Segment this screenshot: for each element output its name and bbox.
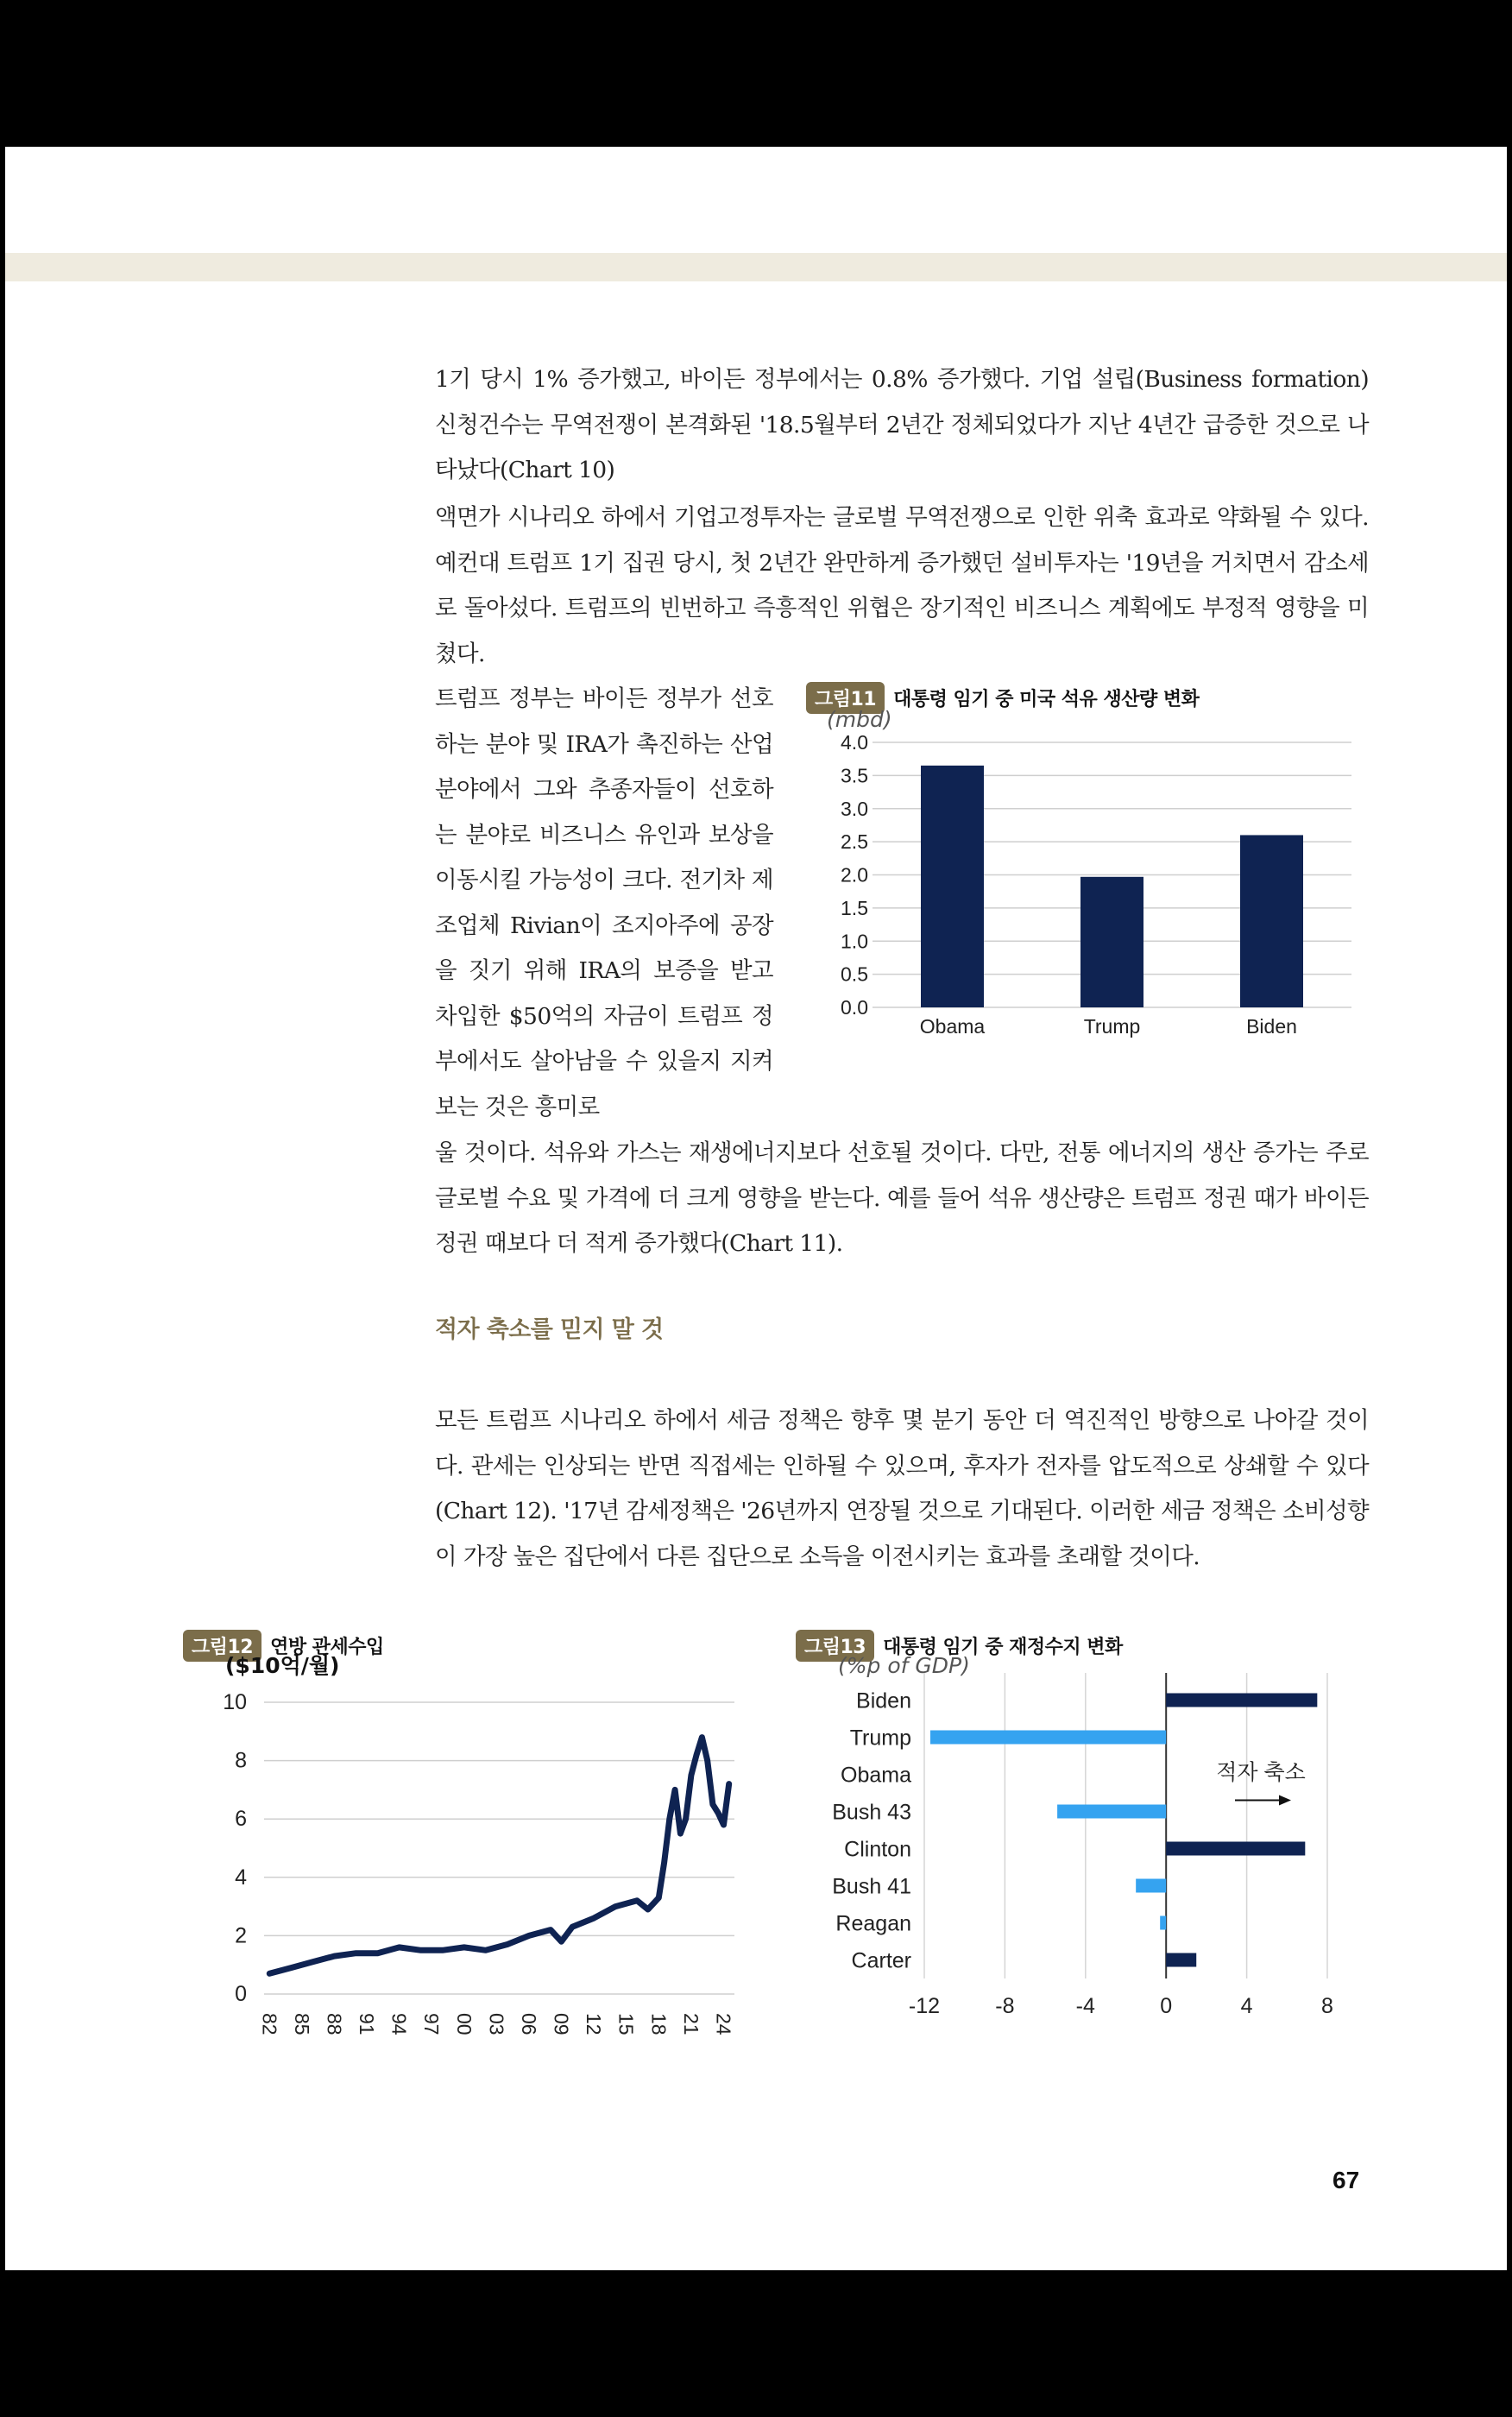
fig12-ytick-label: 6 xyxy=(235,1807,247,1832)
fig13-chart xyxy=(782,1653,1403,2046)
fig11-unit-label: (mbd) xyxy=(827,707,892,732)
fig13-bar-bush-43 xyxy=(1057,1805,1166,1819)
fig12-xtick-label: 88 xyxy=(323,2013,346,2035)
fig11-bar-obama xyxy=(921,766,984,1007)
fig11-category-label: Trump xyxy=(1083,1015,1141,1038)
fig12-xtick-label: 09 xyxy=(550,2013,573,2035)
fig11-chart xyxy=(782,707,1386,1038)
fig12-ytick-label: 8 xyxy=(235,1748,247,1773)
fig13-xtick-label: 8 xyxy=(1321,1994,1333,2018)
fig11-ytick-label: 4.0 xyxy=(841,731,868,754)
fig12-xtick-label: 82 xyxy=(258,2013,281,2035)
document-page xyxy=(5,147,1507,2270)
fig12-xtick-label: 18 xyxy=(647,2013,671,2035)
fig13-xtick-label: 0 xyxy=(1160,1994,1173,2018)
fig13-bar-reagan xyxy=(1160,1916,1166,1930)
fig13-badge: 그림13 xyxy=(796,1630,874,1662)
fig13-annotation: 적자 축소 xyxy=(1216,1760,1306,1785)
fig11-ytick-label: 2.0 xyxy=(841,863,868,887)
fig12-series-line xyxy=(269,1738,728,1974)
fig12-title: 연방 관세수입 xyxy=(270,1637,384,1658)
fig12-xtick-label: 03 xyxy=(485,2013,508,2035)
fig12-ytick-label: 2 xyxy=(235,1923,247,1948)
page-number: 67 xyxy=(1332,2167,1360,2193)
fig12-ytick-label: 10 xyxy=(223,1690,247,1714)
fig12-unit-label: ($10억/월) xyxy=(225,1653,340,1678)
fig12-xtick-label: 85 xyxy=(290,2013,313,2035)
fig13-category-label: Carter xyxy=(851,1948,911,1973)
fig13-category-label: Obama xyxy=(841,1763,911,1788)
fig13-xtick-label: -12 xyxy=(908,1994,941,2018)
fig13-category-label: Bush 41 xyxy=(832,1874,911,1899)
fig13-xtick-label: -4 xyxy=(1075,1994,1095,2018)
fig11-ytick-label: 3.5 xyxy=(841,764,868,787)
fig11-category-label: Biden xyxy=(1246,1015,1297,1038)
fig12-ytick-label: 0 xyxy=(235,1982,247,2006)
fig13-xtick-label: -8 xyxy=(995,1994,1015,2018)
side-column-text: 트럼프 정부는 바이든 정부가 선호하는 분야 및 IRA가 촉진하는 산업 분야에서 그와 추종자들이 선호하는 분야로 비즈니스 유인과 보상을 이동시킬 가능성이 크다. 전기차 제조업체 Rivian이 조지아주에 공장을 짓기 위해 IRA의 보증을 받고 차입한 $50억의 자금이 트럼프 정부에서도 살아남을 수 있을지 지켜보는 것은 흥미로 xyxy=(435,685,773,1120)
fig12-xtick-label: 24 xyxy=(712,2013,735,2035)
fig11-ytick-label: 0.0 xyxy=(841,996,868,1019)
fig11-category-label: Obama xyxy=(919,1015,986,1038)
fig13-bar-clinton xyxy=(1166,1842,1305,1856)
fig13-bar-carter xyxy=(1166,1953,1196,1967)
fig13-bar-biden xyxy=(1166,1694,1317,1707)
fig11-badge: 그림11 xyxy=(806,682,885,714)
fig13-bar-bush-41 xyxy=(1136,1879,1166,1893)
header-band xyxy=(5,253,1507,281)
fig13-category-label: Reagan xyxy=(835,1911,911,1936)
fig12-xtick-label: 00 xyxy=(452,2013,476,2035)
paragraph-2: 액면가 시나리오 하에서 기업고정투자는 글로벌 무역전쟁으로 인한 위축 효과로 약화될 수 있다. 예컨대 트럼프 1기 집권 당시, 첫 2년간 완만하게 증가했던 설비투자는 '19년을 거치면서 감소세로 돌아섰다. 트럼프의 빈번하고 즉흥적인 위협은 장기적인 비즈니스 계획에도 부정적 영향을 미쳤다. xyxy=(435,504,1369,667)
fig13-unit-label: (%p of GDP) xyxy=(838,1653,970,1678)
fig11-ytick-label: 1.5 xyxy=(841,896,868,919)
continued-paragraph: 울 것이다. 석유와 가스는 재생에너지보다 선호될 것이다. 다만, 전통 에너지의 생산 증가는 주로 글로벌 수요 및 가격에 더 크게 영향을 받는다. 예를 들어 석유 생산량은 트럼프 정권 때가 바이든 정권 때보다 더 적게 증가했다(Chart 11). xyxy=(435,1139,1369,1257)
fig13-title: 대통령 임기 중 재정수지 변화 xyxy=(883,1637,1123,1658)
fig12-xtick-label: 12 xyxy=(583,2013,606,2035)
fig11-ytick-label: 1.0 xyxy=(841,930,868,953)
fig13-category-label: Trump xyxy=(849,1726,911,1751)
fig12-xtick-label: 06 xyxy=(517,2013,540,2035)
fig12-xtick-label: 97 xyxy=(420,2013,444,2035)
fig12-badge: 그림12 xyxy=(183,1630,261,1662)
fig12-xtick-label: 91 xyxy=(356,2013,379,2035)
section-heading: 적자 축소를 믿지 말 것 xyxy=(435,1316,664,1343)
fig11-ytick-label: 0.5 xyxy=(841,962,868,986)
fig12-ytick-label: 4 xyxy=(235,1865,247,1890)
fig12-xtick-label: 21 xyxy=(679,2013,702,2035)
fig13-category-label: Bush 43 xyxy=(832,1800,911,1825)
section-paragraph: 모든 트럼프 시나리오 하에서 세금 정책은 향후 몇 분기 동안 더 역진적인 방향으로 나아갈 것이다. 관세는 인상되는 반면 직접세는 인하될 수 있으며, 후자가 전자를 압도적으로 상쇄할 수 있다(Chart 12). '17년 감세정책은 '26년까지 연장될 것으로 기대된다. 이러한 세금 정책은 소비성향이 가장 높은 집단에서 다른 집단으로 소득을 이전시키는 효과를 초래할 것이다. xyxy=(435,1407,1369,1570)
fig13-bar-trump xyxy=(930,1731,1166,1745)
fig13-arrow-head xyxy=(1279,1795,1291,1806)
fig12-xtick-label: 94 xyxy=(387,2013,411,2035)
fig11-ytick-label: 3.0 xyxy=(841,797,868,820)
fig13-category-label: Biden xyxy=(856,1688,911,1713)
fig13-category-label: Clinton xyxy=(844,1837,911,1862)
fig12-xtick-label: 15 xyxy=(614,2013,638,2035)
fig11-title: 대통령 임기 중 미국 석유 생산량 변화 xyxy=(893,689,1200,710)
fig11-bar-biden xyxy=(1240,835,1303,1007)
fig13-xtick-label: 4 xyxy=(1240,1994,1253,2018)
paragraph-1: 1기 당시 1% 증가했고, 바이든 정부에서는 0.8% 증가했다. 기업 설립(Business formation) 신청건수는 무역전쟁이 본격화된 '18.5월부터 2년간 정체되었다가 지난 4년간 급증한 것으로 나타났다(Chart 10) xyxy=(435,366,1369,483)
fig12-chart xyxy=(161,1653,735,2046)
fig11-ytick-label: 2.5 xyxy=(841,830,868,854)
fig11-bar-trump xyxy=(1080,877,1143,1007)
